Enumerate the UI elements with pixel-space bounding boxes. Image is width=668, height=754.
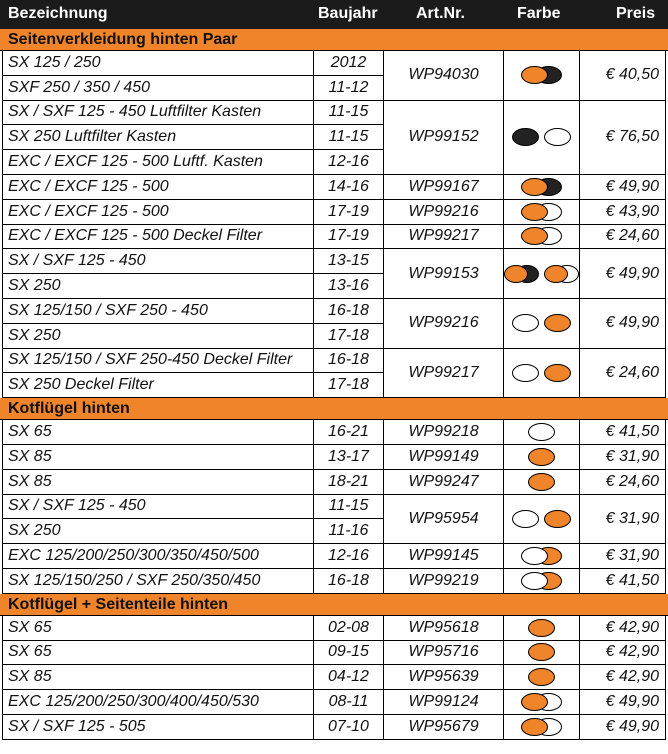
- model-name: SX / SXF 125 - 450: [2, 249, 314, 274]
- price: € 76,50: [580, 101, 666, 175]
- model-year: 14-16: [314, 175, 384, 200]
- article-number: WP95618: [384, 616, 504, 641]
- price: € 49,90: [580, 175, 666, 200]
- model-name: SX 250: [2, 519, 314, 544]
- header-artnr: Art.Nr.: [416, 5, 465, 22]
- model-name: SX 125/150 / SXF 250 - 450: [2, 299, 314, 324]
- section-title: Kotflügel + Seitenteile hinten: [0, 594, 668, 616]
- article-number: WP95639: [384, 665, 504, 690]
- model-name: SX 250: [2, 324, 314, 349]
- white-swatch-icon: [512, 510, 539, 528]
- color-swatches: [504, 175, 580, 200]
- model-year: 16-18: [314, 349, 384, 374]
- section-title: Seitenverkleidung hinten Paar: [0, 29, 668, 51]
- model-year: 18-21: [314, 470, 384, 495]
- article-number: WP99124: [384, 690, 504, 715]
- orange-swatch-icon: [521, 693, 548, 711]
- price: € 31,90: [580, 495, 666, 545]
- article-number: WP99216: [384, 299, 504, 349]
- model-year: 11-15: [314, 495, 384, 520]
- white-swatch-icon: [512, 364, 539, 382]
- orange-swatch-icon: [521, 203, 548, 221]
- article-number: WP99219: [384, 569, 504, 594]
- model-year: 09-15: [314, 641, 384, 666]
- model-name: SX / SXF 125 - 505: [2, 715, 314, 740]
- article-number: WP94030: [384, 51, 504, 101]
- color-swatches: [504, 249, 580, 299]
- color-swatches: [504, 101, 580, 175]
- header-preis: Preis: [616, 5, 656, 22]
- orange-swatch-icon: [528, 619, 555, 637]
- section-title: Kotflügel hinten: [0, 398, 668, 420]
- price: € 49,90: [580, 715, 666, 740]
- model-name: EXC / EXCF 125 - 500: [2, 175, 314, 200]
- color-swatches: [504, 470, 580, 495]
- model-name: SXF 250 / 350 / 450: [2, 76, 314, 101]
- article-number: WP95679: [384, 715, 504, 740]
- price: € 41,50: [580, 420, 666, 445]
- color-swatches: [504, 420, 580, 445]
- orange-swatch-icon: [544, 265, 568, 283]
- model-year: 17-19: [314, 225, 384, 250]
- model-name: EXC 125/200/250/300/350/450/500: [2, 544, 314, 569]
- article-number: WP99217: [384, 225, 504, 250]
- color-swatches: [504, 495, 580, 545]
- orange-swatch-icon: [544, 364, 571, 382]
- article-number: WP99217: [384, 349, 504, 399]
- price: € 31,90: [580, 544, 666, 569]
- model-name: SX 85: [2, 665, 314, 690]
- price: € 49,90: [580, 299, 666, 349]
- model-year: 11-16: [314, 519, 384, 544]
- color-swatches: [504, 715, 580, 740]
- price: € 31,90: [580, 445, 666, 470]
- orange-swatch-icon: [544, 510, 571, 528]
- model-year: 08-11: [314, 690, 384, 715]
- model-name: SX 250 Luftfilter Kasten: [2, 125, 314, 150]
- white-swatch-icon: [521, 572, 548, 590]
- model-name: SX 125 / 250: [2, 51, 314, 76]
- price: € 24,60: [580, 349, 666, 399]
- color-swatches: [504, 641, 580, 666]
- model-year: 13-15: [314, 249, 384, 274]
- article-number: WP99167: [384, 175, 504, 200]
- model-year: 04-12: [314, 665, 384, 690]
- model-year: 16-18: [314, 299, 384, 324]
- color-swatches: [504, 665, 580, 690]
- orange-swatch-icon: [528, 448, 555, 466]
- color-swatches: [504, 690, 580, 715]
- model-year: 17-19: [314, 200, 384, 225]
- model-year: 07-10: [314, 715, 384, 740]
- article-number: WP95954: [384, 495, 504, 545]
- article-number: WP95716: [384, 641, 504, 666]
- model-year: 12-16: [314, 150, 384, 175]
- black-swatch-icon: [512, 128, 539, 146]
- header-farbe: Farbe: [517, 5, 561, 22]
- price: € 24,60: [580, 470, 666, 495]
- article-number: WP99216: [384, 200, 504, 225]
- color-swatches: [504, 569, 580, 594]
- price: € 49,90: [580, 690, 666, 715]
- model-year: 16-18: [314, 569, 384, 594]
- price: € 49,90: [580, 249, 666, 299]
- model-name: SX 125/150/250 / SXF 250/350/450: [2, 569, 314, 594]
- article-number: WP99247: [384, 470, 504, 495]
- article-number: WP99152: [384, 101, 504, 175]
- model-year: 16-21: [314, 420, 384, 445]
- price: € 24,60: [580, 225, 666, 250]
- model-name: EXC 125/200/250/300/400/450/530: [2, 690, 314, 715]
- header-bezeichnung: Bezeichnung: [8, 5, 108, 22]
- white-swatch-icon: [528, 423, 555, 441]
- orange-swatch-icon: [521, 178, 548, 196]
- orange-swatch-icon: [504, 265, 528, 283]
- article-number: WP99145: [384, 544, 504, 569]
- model-name: SX 65: [2, 641, 314, 666]
- color-swatches: [504, 349, 580, 399]
- orange-swatch-icon: [528, 643, 555, 661]
- price: € 42,90: [580, 665, 666, 690]
- header-baujahr: Baujahr: [318, 5, 378, 22]
- table-header: [0, 0, 668, 29]
- color-swatches: [504, 51, 580, 101]
- color-swatches: [504, 299, 580, 349]
- model-name: SX 125/150 / SXF 250-450 Deckel Filter: [2, 349, 314, 374]
- model-year: 13-17: [314, 445, 384, 470]
- model-year: 12-16: [314, 544, 384, 569]
- model-name: EXC / EXCF 125 - 500 Luftf. Kasten: [2, 150, 314, 175]
- model-name: SX 250: [2, 274, 314, 299]
- model-year: 17-18: [314, 373, 384, 398]
- color-swatches: [504, 616, 580, 641]
- orange-swatch-icon: [528, 668, 555, 686]
- orange-swatch-icon: [544, 314, 571, 332]
- model-year: 11-15: [314, 101, 384, 126]
- model-name: SX / SXF 125 - 450 Luftfilter Kasten: [2, 101, 314, 126]
- model-name: SX 85: [2, 445, 314, 470]
- article-number: WP99218: [384, 420, 504, 445]
- orange-swatch-icon: [521, 718, 548, 736]
- color-swatches: [504, 445, 580, 470]
- white-swatch-icon: [544, 128, 571, 146]
- color-swatches: [504, 200, 580, 225]
- article-number: WP99153: [384, 249, 504, 299]
- price: € 42,90: [580, 616, 666, 641]
- color-swatches: [504, 544, 580, 569]
- model-year: 17-18: [314, 324, 384, 349]
- model-name: SX 85: [2, 470, 314, 495]
- model-name: EXC / EXCF 125 - 500 Deckel Filter: [2, 225, 314, 250]
- model-name: EXC / EXCF 125 - 500: [2, 200, 314, 225]
- white-swatch-icon: [521, 547, 548, 565]
- price: € 40,50: [580, 51, 666, 101]
- orange-swatch-icon: [528, 473, 555, 491]
- price: € 41,50: [580, 569, 666, 594]
- model-year: 11-12: [314, 76, 384, 101]
- model-year: 11-15: [314, 125, 384, 150]
- model-year: 02-08: [314, 616, 384, 641]
- price: € 43,90: [580, 200, 666, 225]
- article-number: WP99149: [384, 445, 504, 470]
- model-name: SX 250 Deckel Filter: [2, 373, 314, 398]
- model-year: 13-16: [314, 274, 384, 299]
- white-swatch-icon: [512, 314, 539, 332]
- price: € 42,90: [580, 641, 666, 666]
- color-swatches: [504, 225, 580, 250]
- model-year: 2012: [314, 51, 384, 76]
- model-name: SX 65: [2, 616, 314, 641]
- model-name: SX 65: [2, 420, 314, 445]
- model-name: SX / SXF 125 - 450: [2, 495, 314, 520]
